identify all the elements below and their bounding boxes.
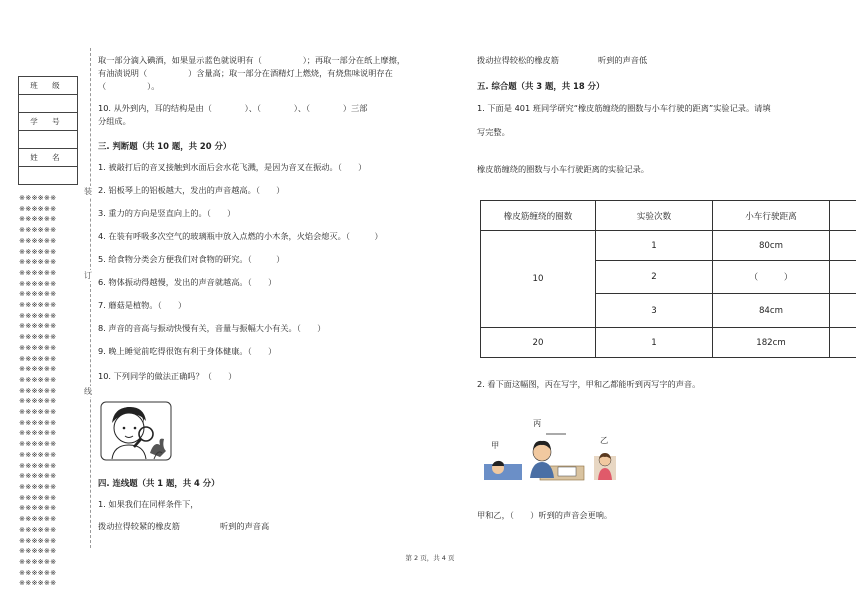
cell-distance-1: 80cm	[713, 231, 830, 261]
writing-scene-illustration	[482, 426, 622, 484]
page-footer: 第 2 页，共 4 页	[405, 554, 455, 562]
cell-turns-10: 10	[481, 231, 596, 328]
judge-item-1: 1. 被敲打后的音叉接触到水面后会水花飞溅，是因为音叉在振动。（ ）	[98, 162, 367, 172]
q10-line1: 10. 从外到内，耳的结构是由（ ）、（ ）、（ ）三部	[98, 103, 368, 113]
label-jia: 甲	[491, 440, 500, 450]
matching-left-2[interactable]: 拨动拉得较松的橡皮筋	[477, 55, 559, 65]
q9-continuation-line3: （ ）。	[98, 81, 160, 91]
binding-label-xian: 线	[84, 387, 92, 396]
cell-distance-3: 84cm	[713, 294, 830, 328]
cell-extra-2	[830, 261, 857, 294]
q10-line2: 分组成。	[98, 116, 131, 126]
s5-q2-answer[interactable]: 甲和乙，（ ）听到的声音会更响。	[477, 510, 613, 520]
header-trial: 实验次数	[596, 201, 713, 231]
binding-line	[90, 48, 91, 548]
s5-q2: 2. 看下面这幅图，丙在写字，甲和乙都能听到丙写字的声音。	[477, 379, 701, 389]
s5-q1-line1: 1. 下面是 401 班同学研究“橡皮筋缠绕的圈数与小车行驶的距离”实验记录。请填	[477, 103, 771, 113]
star-pattern: ※※※※※※ ※※※※※※ ※※※※※※ ※※※※※※ ※※※※※※ ※※※※※※ ※※※※※※ ※※※※※※ ※※※※※※ ※※※※※※ ※※※※※※ ※※※※※※ ※※※※※※ ※※※※※※ ※※※※※※ ※※※※※※ ※※※※※※ ※※※※※※ ※※※※※※ ※※※※※※ ※※※※※※ ※※※※※※ ※※※※※※ ※※※※※※ ※※※※※※ ※※※※※※ ※※※※※※ ※※※※※※ ※※※※※※ ※※※※※※ ※※※※※※ ※※※※※※ ※※※※※※ ※※※※※※ ※※※※※※ ※※※※※※ ※※※※※※	[19, 193, 57, 588]
binding-label-ding: 订	[84, 271, 92, 280]
cell-distance-4: 182cm	[713, 328, 830, 358]
judge-item-6: 6. 物体振动得越慢，发出的声音就越高。（ ）	[98, 277, 277, 287]
cell-extra-3	[830, 294, 857, 328]
class-label: 班 级	[19, 77, 78, 95]
label-yi: 乙	[600, 435, 609, 445]
name-label: 姓 名	[19, 149, 78, 167]
s5-q1-line2: 写完整。	[477, 127, 510, 137]
section3-title: 三. 判断题（共 10 题，共 20 分）	[98, 141, 232, 151]
judge-item-3: 3. 重力的方向是竖直向上的。（ ）	[98, 208, 236, 218]
cell-trial-4: 1	[596, 328, 713, 358]
judge-item-5: 5. 给食物分类会方便我们对食物的研究。（ ）	[98, 254, 285, 264]
class-field[interactable]	[19, 95, 78, 113]
header-distance: 小车行驶距离	[713, 201, 830, 231]
cell-extra-4	[830, 328, 857, 358]
cell-trial-3: 3	[596, 294, 713, 328]
header-turns: 橡皮筋缠绕的圈数	[481, 201, 596, 231]
name-field[interactable]	[19, 167, 78, 185]
judge-item-10: 10. 下列同学的做法正确吗？（ ）	[98, 371, 237, 381]
cell-trial-2: 2	[596, 261, 713, 294]
cell-trial-1: 1	[596, 231, 713, 261]
label-bing: 丙	[533, 418, 542, 428]
section4-title: 四. 连线题（共 1 题，共 4 分）	[98, 478, 220, 488]
judge-item-7: 7. 蘑菇是植物。（ ）	[98, 300, 187, 310]
cell-distance-blank[interactable]: （ ）	[713, 261, 830, 294]
cell-extra-1	[830, 231, 857, 261]
matching-left-1[interactable]: 拨动拉得较紧的橡皮筋	[98, 521, 180, 531]
student-number-label: 学 号	[19, 113, 78, 131]
binding-label-zhuang: 装	[84, 187, 92, 196]
student-number-field[interactable]	[19, 131, 78, 149]
judge-item-2: 2. 铝板琴上的铝板越大，发出的声音越高。（ ）	[98, 185, 285, 195]
boy-magnifier-illustration	[100, 401, 172, 461]
matching-right-2[interactable]: 听到的声音低	[598, 55, 648, 65]
q9-continuation-line2: 有油渍说明（ ）含量高；取一部分在酒精灯上燃烧，有烧焦味说明存在	[98, 68, 393, 78]
section5-title: 五. 综合题（共 3 题，共 18 分）	[477, 81, 605, 91]
experiment-table	[480, 200, 856, 358]
matching-right-1[interactable]: 听到的声音高	[220, 521, 270, 531]
judge-item-4: 4. 在装有呼吸多次空气的玻璃瓶中放入点燃的小木条，火焰会熄灭。（ ）	[98, 231, 383, 241]
table-caption: 橡皮筋缠绕的圈数与小车行驶距离的实验记录。	[477, 164, 649, 174]
judge-item-8: 8. 声音的音高与振动快慢有关，音量与振幅大小有关。（ ）	[98, 323, 326, 333]
q9-continuation-line1: 取一部分滴入碘酒，如果显示蓝色就说明有（ ）；再取一部分在纸上摩擦，	[98, 55, 406, 65]
student-info-table	[18, 76, 78, 185]
judge-item-9: 9. 晚上睡觉前吃得很饱有利于身体健康。（ ）	[98, 346, 277, 356]
cell-turns-20: 20	[481, 328, 596, 358]
section4-q1: 1. 如果我们在同样条件下，	[98, 499, 199, 509]
header-extra	[830, 201, 857, 231]
